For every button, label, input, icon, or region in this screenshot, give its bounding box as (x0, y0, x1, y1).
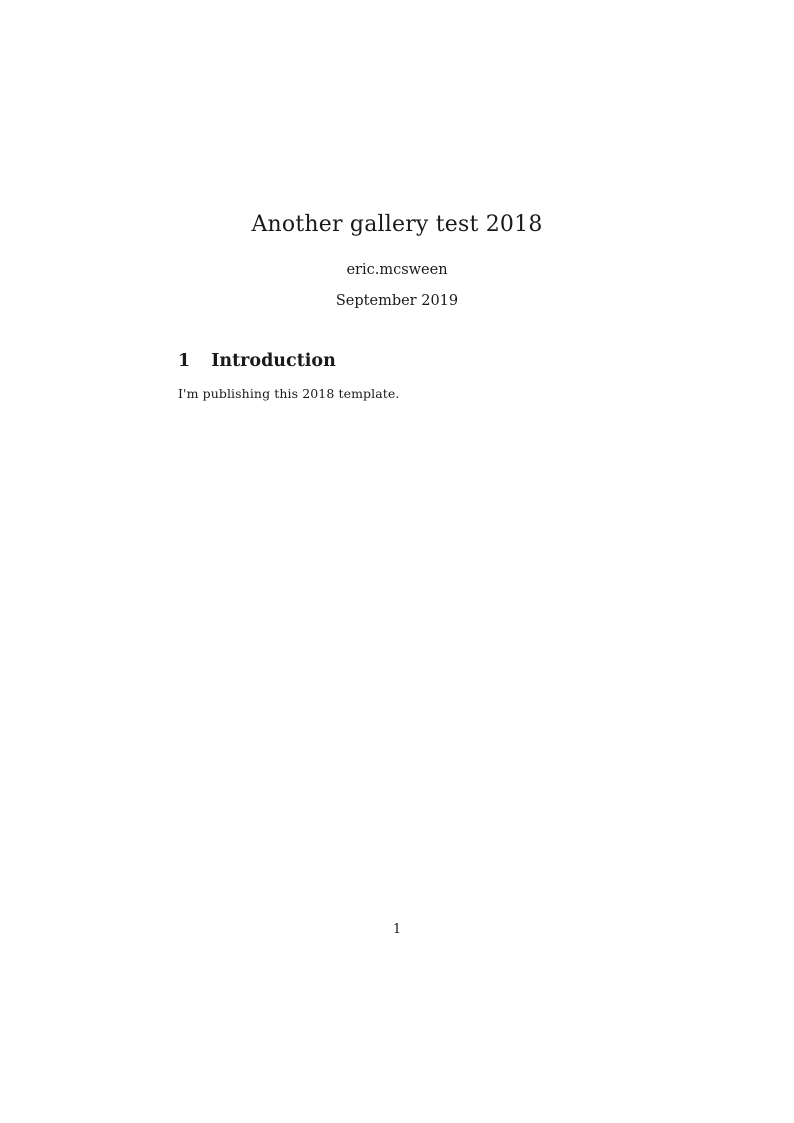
document-content (178, 0, 616, 404)
section-heading (178, 351, 616, 371)
document-author: eric.mcsween (346, 262, 448, 279)
section-title: Introduction (211, 351, 336, 372)
section-number: 1 (178, 351, 191, 372)
document-date: September 2019 (335, 293, 459, 310)
body-paragraph: I'm publishing this 2018 template. (178, 386, 400, 402)
document-title: Another gallery test 2018 (251, 212, 543, 237)
page-number: 1 (392, 922, 402, 937)
